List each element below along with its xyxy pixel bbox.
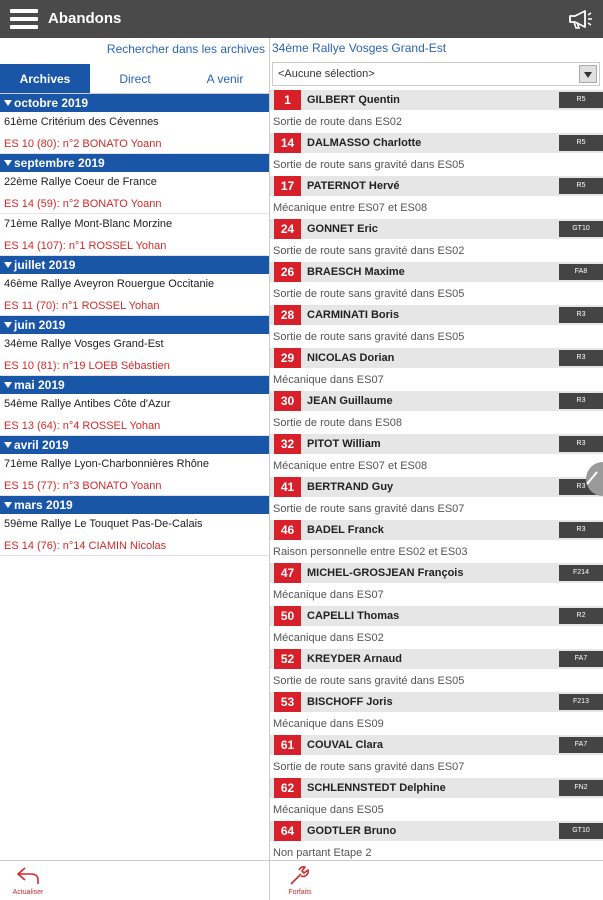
rally-name: 71ème Rallye Mont-Blanc Morzine bbox=[4, 218, 173, 230]
rally-item[interactable] bbox=[0, 172, 270, 214]
car-number: 53 bbox=[274, 692, 301, 712]
car-number: 50 bbox=[274, 606, 301, 626]
driver-name: GILBERT Quentin bbox=[307, 94, 400, 106]
abandon-reason: Non partant Etape 2 bbox=[273, 847, 372, 859]
rally-item[interactable] bbox=[0, 514, 270, 556]
driver-name: NICOLAS Dorian bbox=[307, 352, 395, 364]
rally-last-abandon: ES 11 (70): n°1 ROSSEL Yohan bbox=[4, 300, 160, 312]
expand-arrow-icon bbox=[4, 262, 12, 268]
class-badge: R3 bbox=[559, 307, 603, 323]
rally-item[interactable] bbox=[0, 334, 270, 376]
expand-arrow-icon bbox=[4, 160, 12, 166]
expand-arrow-icon bbox=[4, 382, 12, 388]
filter-select-value: <Aucune sélection> bbox=[278, 68, 375, 80]
driver-name: GONNET Eric bbox=[307, 223, 378, 235]
car-number: 30 bbox=[274, 391, 301, 411]
rally-item[interactable] bbox=[0, 214, 270, 256]
month-header[interactable]: mars 2019 bbox=[0, 496, 270, 514]
class-badge: F214 bbox=[559, 565, 603, 581]
driver-name: BADEL Franck bbox=[307, 524, 384, 536]
tab-a-venir[interactable]: A venir bbox=[206, 71, 244, 86]
abandon-reason: Sortie de route sans gravité dans ES05 bbox=[273, 675, 465, 687]
class-badge: R2 bbox=[559, 608, 603, 624]
abandon-entry[interactable] bbox=[270, 219, 603, 262]
abandon-reason: Sortie de route sans gravité dans ES05 bbox=[273, 159, 465, 171]
car-number: 26 bbox=[274, 262, 301, 282]
abandon-reason: Sortie de route dans ES02 bbox=[273, 116, 403, 128]
car-number: 17 bbox=[274, 176, 301, 196]
archives-pane bbox=[0, 38, 270, 860]
rally-last-abandon: ES 14 (59): n°2 BONATO Yoann bbox=[4, 198, 162, 210]
entry-header bbox=[270, 649, 603, 669]
rally-name: 59ème Rallye Le Touquet Pas-De-Calais bbox=[4, 518, 203, 530]
driver-name: KREYDER Arnaud bbox=[307, 653, 402, 665]
tab-archives[interactable]: Archives bbox=[0, 64, 90, 93]
driver-name: CAPELLI Thomas bbox=[307, 610, 400, 622]
refresh-button[interactable] bbox=[8, 865, 48, 896]
tab-bar bbox=[0, 64, 270, 94]
dropdown-arrow-icon[interactable] bbox=[579, 65, 597, 83]
rally-last-abandon: ES 14 (107): n°1 ROSSEL Yohan bbox=[4, 240, 167, 252]
entry-header bbox=[270, 520, 603, 540]
rally-item[interactable] bbox=[0, 112, 270, 154]
entry-header bbox=[270, 219, 603, 239]
left-footer bbox=[0, 860, 270, 900]
expand-arrow-icon bbox=[4, 100, 12, 106]
car-number: 29 bbox=[274, 348, 301, 368]
entry-header bbox=[270, 434, 603, 454]
abandon-entry[interactable] bbox=[270, 90, 603, 133]
entry-header bbox=[270, 477, 603, 497]
abandon-entry[interactable] bbox=[270, 176, 603, 219]
abandon-entry[interactable] bbox=[270, 391, 603, 434]
entry-header bbox=[270, 305, 603, 325]
driver-name: GODTLER Bruno bbox=[307, 825, 397, 837]
month-header[interactable]: octobre 2019 bbox=[0, 94, 270, 112]
entry-header bbox=[270, 391, 603, 411]
rally-name: 34ème Rallye Vosges Grand-Est bbox=[4, 338, 164, 350]
entry-header bbox=[270, 262, 603, 282]
car-number: 14 bbox=[274, 133, 301, 153]
refresh-label: Actualiser bbox=[12, 889, 44, 896]
scroll-handle-icon[interactable] bbox=[577, 462, 603, 496]
rally-name: 46ème Rallye Aveyron Rouergue Occitanie bbox=[4, 278, 215, 290]
abandon-reason: Mécanique dans ES02 bbox=[273, 632, 384, 644]
tab-direct[interactable]: Direct bbox=[119, 71, 151, 86]
month-header[interactable]: mai 2019 bbox=[0, 376, 270, 394]
forfaits-label: Forfaits bbox=[288, 889, 312, 896]
abandon-reason: Mécanique dans ES07 bbox=[273, 589, 384, 601]
class-badge: R3 bbox=[559, 479, 603, 495]
entry-header bbox=[270, 348, 603, 368]
car-number: 1 bbox=[274, 90, 301, 110]
abandons-pane bbox=[270, 38, 603, 860]
entry-header bbox=[270, 735, 603, 755]
class-badge: GT10 bbox=[559, 823, 603, 839]
car-number: 52 bbox=[274, 649, 301, 669]
expand-arrow-icon bbox=[4, 502, 12, 508]
rally-name: 71ème Rallye Lyon-Charbonnières Rhône bbox=[4, 458, 210, 470]
megaphone-icon[interactable] bbox=[567, 8, 593, 30]
car-number: 64 bbox=[274, 821, 301, 841]
class-badge: FA7 bbox=[559, 651, 603, 667]
entry-header bbox=[270, 606, 603, 626]
entry-header bbox=[270, 563, 603, 583]
abandon-entry[interactable] bbox=[270, 735, 603, 778]
car-number: 32 bbox=[274, 434, 301, 454]
abandon-entry[interactable] bbox=[270, 821, 603, 860]
abandon-reason: Sortie de route sans gravité dans ES07 bbox=[273, 503, 465, 515]
expand-arrow-icon bbox=[4, 322, 12, 328]
class-badge: R3 bbox=[559, 393, 603, 409]
rally-name: 54ème Rallye Antibes Côte d'Azur bbox=[4, 398, 171, 410]
rally-last-abandon: ES 14 (76): n°14 CIAMIN Nicolas bbox=[4, 540, 167, 552]
entry-header bbox=[270, 133, 603, 153]
top-bar bbox=[0, 0, 603, 38]
rally-item[interactable] bbox=[0, 394, 270, 436]
class-badge: R5 bbox=[559, 135, 603, 151]
rally-name: 22ème Rallye Coeur de France bbox=[4, 176, 157, 188]
car-number: 47 bbox=[274, 563, 301, 583]
abandon-entry[interactable] bbox=[270, 520, 603, 563]
abandon-reason: Sortie de route sans gravité dans ES05 bbox=[273, 288, 465, 300]
abandon-entry[interactable] bbox=[270, 434, 603, 477]
driver-name: JEAN Guillaume bbox=[307, 395, 393, 407]
class-badge: GT10 bbox=[559, 221, 603, 237]
month-header[interactable]: juillet 2019 bbox=[0, 256, 270, 274]
rally-name: 61ème Critérium des Cévennes bbox=[4, 116, 159, 128]
abandon-reason: Mécanique entre ES07 et ES08 bbox=[273, 460, 428, 472]
entry-header bbox=[270, 778, 603, 798]
abandon-reason: Mécanique dans ES07 bbox=[273, 374, 384, 386]
class-badge: R5 bbox=[559, 178, 603, 194]
abandon-entry[interactable] bbox=[270, 692, 603, 735]
entry-header bbox=[270, 176, 603, 196]
abandon-reason: Sortie de route dans ES08 bbox=[273, 417, 403, 429]
rally-item[interactable] bbox=[0, 274, 270, 316]
class-badge: FA7 bbox=[559, 737, 603, 753]
month-header[interactable]: avril 2019 bbox=[0, 436, 270, 454]
page-title: Abandons bbox=[48, 10, 122, 27]
driver-name: SCHLENNSTEDT Delphine bbox=[307, 782, 446, 794]
abandon-entry[interactable] bbox=[270, 133, 603, 176]
abandon-entry[interactable] bbox=[270, 262, 603, 305]
rally-month-list bbox=[0, 94, 270, 556]
class-badge: FA8 bbox=[559, 264, 603, 280]
undo-arrow-icon bbox=[15, 865, 41, 887]
abandon-entry[interactable] bbox=[270, 606, 603, 649]
car-number: 61 bbox=[274, 735, 301, 755]
abandon-entry[interactable] bbox=[270, 778, 603, 821]
abandon-reason: Sortie de route sans gravité dans ES05 bbox=[273, 331, 465, 343]
rally-item[interactable] bbox=[0, 454, 270, 496]
abandon-reason: Raison personnelle entre ES02 et ES03 bbox=[273, 546, 468, 558]
class-badge: F213 bbox=[559, 694, 603, 710]
class-badge: FN2 bbox=[559, 780, 603, 796]
entry-header bbox=[270, 692, 603, 712]
car-number: 62 bbox=[274, 778, 301, 798]
rally-last-abandon: ES 10 (80): n°2 BONATO Yoann bbox=[4, 138, 162, 150]
abandon-entry[interactable] bbox=[270, 348, 603, 391]
abandon-entry[interactable] bbox=[270, 563, 603, 606]
car-number: 24 bbox=[274, 219, 301, 239]
month-header[interactable]: juin 2019 bbox=[0, 316, 270, 334]
driver-name: BERTRAND Guy bbox=[307, 481, 394, 493]
class-badge: R5 bbox=[559, 92, 603, 108]
car-number: 41 bbox=[274, 477, 301, 497]
car-number: 46 bbox=[274, 520, 301, 540]
rally-last-abandon: ES 10 (81): n°19 LOEB Sébastien bbox=[4, 360, 170, 372]
rally-last-abandon: ES 13 (64): n°4 ROSSEL Yohan bbox=[4, 420, 161, 432]
abandon-entry[interactable] bbox=[270, 477, 603, 520]
abandon-list bbox=[270, 90, 603, 860]
rally-last-abandon: ES 15 (77): n°3 BONATO Yoann bbox=[4, 480, 162, 492]
driver-name: MICHEL-GROSJEAN François bbox=[307, 567, 464, 579]
driver-name: DALMASSO Charlotte bbox=[307, 137, 422, 149]
class-badge: R3 bbox=[559, 350, 603, 366]
abandon-reason: Mécanique dans ES09 bbox=[273, 718, 384, 730]
search-archives-link[interactable]: Rechercher dans les archives bbox=[106, 42, 265, 56]
driver-name: COUVAL Clara bbox=[307, 739, 384, 751]
wrench-icon bbox=[287, 865, 313, 887]
menu-icon[interactable] bbox=[10, 9, 38, 29]
abandon-reason: Mécanique dans ES05 bbox=[273, 804, 384, 816]
driver-name: BISCHOFF Joris bbox=[307, 696, 393, 708]
abandon-entry[interactable] bbox=[270, 305, 603, 348]
driver-name: PATERNOT Hervé bbox=[307, 180, 400, 192]
forfaits-button[interactable] bbox=[280, 865, 320, 896]
driver-name: CARMINATI Boris bbox=[307, 309, 400, 321]
class-badge: R3 bbox=[559, 436, 603, 452]
driver-name: BRAESCH Maxime bbox=[307, 266, 405, 278]
abandon-reason: Sortie de route sans gravité dans ES07 bbox=[273, 761, 465, 773]
car-number: 28 bbox=[274, 305, 301, 325]
expand-arrow-icon bbox=[4, 442, 12, 448]
entry-header bbox=[270, 90, 603, 110]
entry-header bbox=[270, 821, 603, 841]
right-footer bbox=[270, 860, 603, 900]
month-header[interactable]: septembre 2019 bbox=[0, 154, 270, 172]
class-badge: R3 bbox=[559, 522, 603, 538]
event-title: 34ème Rallye Vosges Grand-Est bbox=[272, 41, 447, 55]
abandon-entry[interactable] bbox=[270, 649, 603, 692]
abandon-reason: Sortie de route sans gravité dans ES02 bbox=[273, 245, 465, 257]
filter-select[interactable] bbox=[272, 62, 600, 86]
abandon-reason: Mécanique entre ES07 et ES08 bbox=[273, 202, 428, 214]
driver-name: PITOT William bbox=[307, 438, 381, 450]
